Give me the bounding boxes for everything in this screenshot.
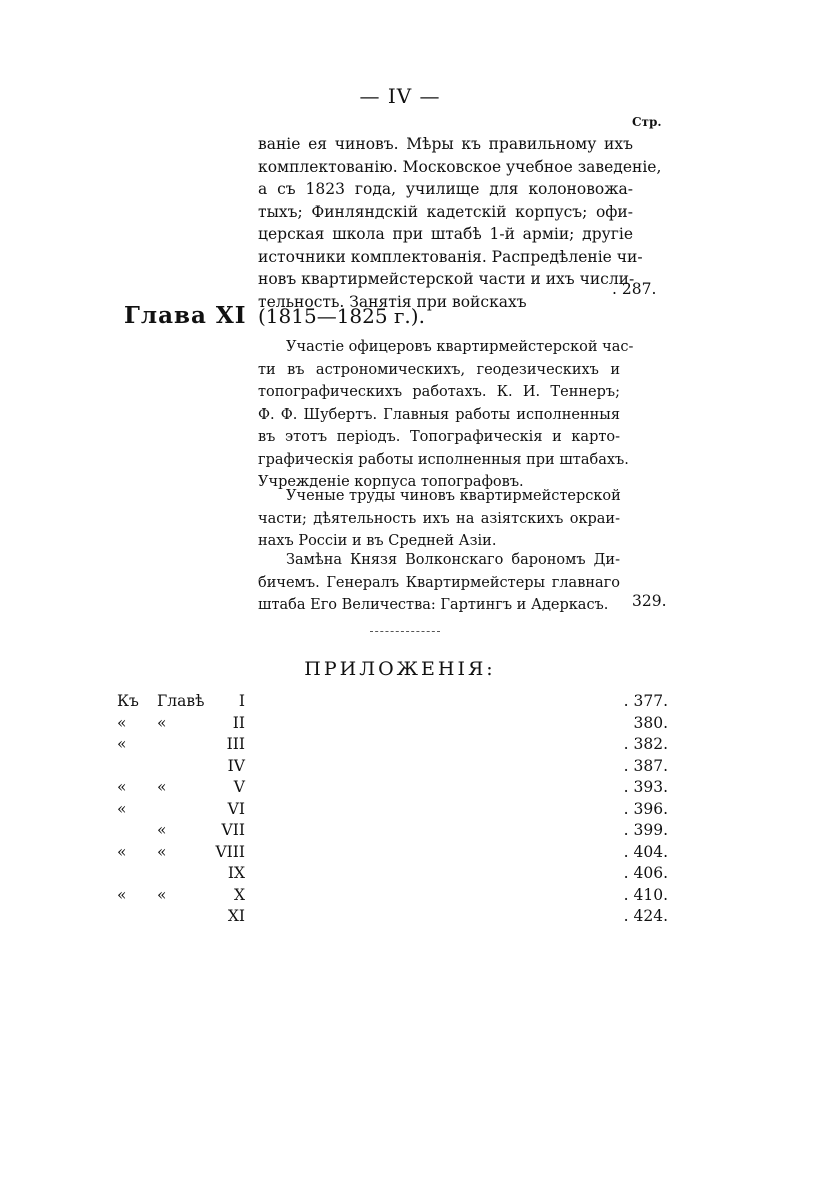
page-column-label: Стр.: [632, 115, 662, 129]
appendix-chapter-number: I: [238, 692, 245, 710]
text-line: Участіе офицеровъ квартирмейстерской час-: [286, 339, 634, 355]
appendix-prefix: «: [157, 821, 167, 839]
text-line: Ф. Ф. Шубертъ. Главныя работы исполненныя: [258, 406, 620, 423]
appendix-chapter-number: X: [233, 885, 245, 904]
text-line: церская школа при штабѣ 1-й арміи; другіе: [258, 225, 633, 243]
appendix-chapter-number: V: [233, 778, 245, 796]
text-line: части; дѣятельность ихъ на азіятскихъ окраи-: [258, 510, 620, 527]
text-line: ти въ астрономическихъ, геодезическихъ и: [258, 361, 620, 378]
text-line: бичемъ. Генералъ Квартирмейстеры главнаго: [258, 574, 620, 591]
appendix-page: . 377.: [623, 692, 668, 710]
appendix-prefix: «: [157, 713, 167, 732]
appendix-row: [0, 757, 840, 779]
chapter-years: (1815—1825 г.).: [258, 304, 425, 328]
text-line: тыхъ; Финляндскій кадетскій корпусъ; офи-: [258, 202, 633, 221]
appendix-prefix: Къ: [117, 692, 139, 710]
appendix-row: [0, 864, 840, 886]
appendix-row: [0, 735, 840, 757]
appendix-prefix: «: [157, 778, 167, 796]
appendix-chapter-number: VIII: [215, 842, 245, 861]
appendix-chapter-number: III: [226, 735, 245, 753]
appendix-prefix: «: [117, 799, 127, 818]
appendix-chapter-number: II: [232, 713, 245, 732]
text-line: Ученые труды чиновъ квартирмейстерской: [286, 488, 621, 504]
appendix-page: . 404.: [623, 842, 668, 861]
chapter-paragraph-2: [258, 485, 620, 553]
appendix-page: . 382.: [623, 735, 668, 753]
text-line: Замѣна Князя Волконскаго барономъ Ди-: [286, 552, 620, 568]
appendix-prefix: «: [117, 778, 127, 796]
page-number: — IV —: [359, 84, 441, 108]
appendix-prefix: «: [157, 885, 167, 904]
appendix-page: . 396.: [623, 799, 668, 818]
appendix-row: [0, 714, 840, 736]
appendices-list: [0, 692, 840, 929]
appendix-row: [0, 821, 840, 843]
text-line: тельность. Занятія при войскахъ: [258, 292, 527, 311]
text-line: графическія работы исполненныя при штабахъ.: [258, 451, 629, 468]
text-line: а съ 1823 года, училище для колоновожа-: [258, 180, 633, 198]
appendix-prefix: «: [117, 885, 127, 904]
text-line: въ этотъ періодъ. Топографическія и карто-: [258, 429, 620, 445]
appendix-page: . 387.: [623, 756, 668, 775]
appendix-page: . 406.: [623, 864, 668, 882]
appendix-chapter-number: IX: [227, 864, 245, 882]
text-line: нахъ Россіи и въ Средней Азіи.: [258, 533, 497, 549]
appendix-page: . 399.: [623, 821, 668, 839]
appendix-row: [0, 800, 840, 822]
text-line: ваніе ея чиновъ. Мѣры къ правильному ихъ: [258, 135, 633, 153]
appendix-chapter-number: IV: [227, 756, 245, 775]
chapter-paragraph-3: [258, 549, 620, 617]
appendix-chapter-number: VII: [221, 821, 245, 839]
text-line: комплектованію. Московское учебное заведеніе,: [258, 157, 662, 176]
appendix-prefix: «: [117, 713, 127, 732]
text-line: новъ квартирмейстерской части и ихъ числи-: [258, 270, 635, 288]
appendix-page: . 410.: [623, 885, 668, 904]
page-ref-329: 329.: [632, 592, 667, 610]
appendix-row: [0, 843, 840, 865]
appendix-row: [0, 778, 840, 800]
appendices-title: ПРИЛОЖЕНІЯ:: [304, 658, 496, 680]
text-line: источники комплектованія. Распредѣленіе чи-: [258, 247, 643, 266]
appendix-row: [0, 907, 840, 929]
appendix-prefix: Главѣ: [157, 692, 205, 710]
section-separator: [370, 631, 440, 632]
appendix-page: . 424.: [623, 907, 668, 925]
appendix-prefix: «: [157, 842, 167, 861]
text-line: топографическихъ работахъ. К. И. Теннеръ;: [258, 384, 620, 400]
chapter-paragraph-1: [258, 336, 634, 494]
appendix-row: [0, 886, 840, 908]
appendix-row: [0, 692, 840, 714]
appendix-chapter-number: VI: [227, 799, 245, 818]
appendix-page: 380.: [633, 713, 668, 732]
page-ref-287: . 287.: [612, 280, 657, 298]
appendix-page: . 393.: [623, 778, 668, 796]
appendix-prefix: «: [117, 735, 127, 753]
chapter-label: Глава XI: [124, 302, 247, 329]
appendix-prefix: «: [117, 842, 127, 861]
text-line: Учрежденіе корпуса топографовъ.: [258, 474, 524, 490]
appendix-chapter-number: XI: [227, 907, 245, 925]
text-line: штаба Его Величества: Гартингъ и Адеркасъ.: [258, 597, 609, 613]
